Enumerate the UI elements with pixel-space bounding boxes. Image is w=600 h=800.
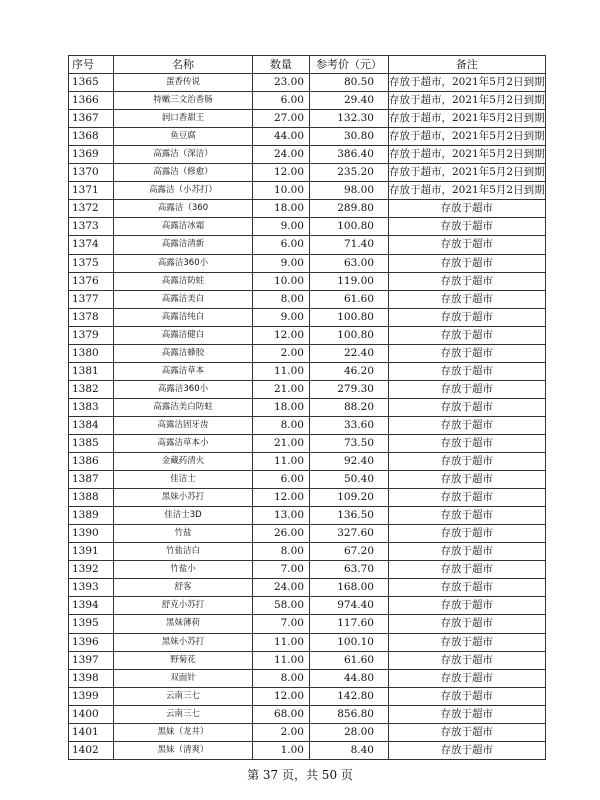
cell-seq: 1389 — [69, 507, 114, 525]
table-row — [69, 254, 546, 272]
cell-name: 高露洁纯白 — [114, 308, 253, 326]
cell-name: 双面针 — [114, 669, 253, 687]
cell-price: 100.80 — [310, 308, 389, 326]
table-row — [69, 398, 546, 416]
cell-note: 存放于超市，2021年5月2日到期 — [389, 164, 546, 182]
cell-name: 高露洁（360 — [114, 200, 253, 218]
cell-note: 存放于超市 — [389, 741, 546, 759]
cell-seq: 1372 — [69, 200, 114, 218]
cell-name: 鱼豆腐 — [114, 128, 253, 146]
cell-quantity: 6.00 — [253, 471, 310, 489]
cell-name: 高露洁（小苏打） — [114, 182, 253, 200]
cell-note: 存放于超市 — [389, 561, 546, 579]
cell-note: 存放于超市 — [389, 669, 546, 687]
cell-note: 存放于超市，2021年5月2日到期 — [389, 74, 546, 92]
cell-quantity: 24.00 — [253, 146, 310, 164]
table-row — [69, 74, 546, 92]
cell-seq: 1385 — [69, 434, 114, 452]
cell-seq: 1387 — [69, 471, 114, 489]
cell-name: 竹盐 — [114, 525, 253, 543]
cell-seq: 1397 — [69, 651, 114, 669]
table-row — [69, 128, 546, 146]
cell-quantity: 6.00 — [253, 236, 310, 254]
cell-quantity: 21.00 — [253, 380, 310, 398]
cell-name: 高露洁美白 — [114, 290, 253, 308]
cell-seq: 1391 — [69, 543, 114, 561]
cell-name: 黑妹小苏打 — [114, 489, 253, 507]
cell-quantity: 58.00 — [253, 597, 310, 615]
cell-name: 佳洁士3D — [114, 507, 253, 525]
table-row — [69, 525, 546, 543]
cell-price: 50.40 — [310, 471, 389, 489]
cell-quantity: 9.00 — [253, 218, 310, 236]
cell-price: 63.70 — [310, 561, 389, 579]
cell-price: 98.00 — [310, 182, 389, 200]
cell-seq: 1401 — [69, 723, 114, 741]
cell-quantity: 24.00 — [253, 579, 310, 597]
cell-seq: 1376 — [69, 272, 114, 290]
inventory-table-container — [68, 55, 546, 760]
table-row — [69, 218, 546, 236]
cell-price: 73.50 — [310, 434, 389, 452]
table-row — [69, 164, 546, 182]
cell-quantity: 9.00 — [253, 254, 310, 272]
cell-price: 44.80 — [310, 669, 389, 687]
table-row — [69, 687, 546, 705]
cell-seq: 1378 — [69, 308, 114, 326]
cell-note: 存放于超市 — [389, 326, 546, 344]
cell-name: 高露洁美白防蛀 — [114, 398, 253, 416]
cell-quantity: 10.00 — [253, 182, 310, 200]
cell-quantity: 26.00 — [253, 525, 310, 543]
cell-quantity: 7.00 — [253, 615, 310, 633]
table-row — [69, 453, 546, 471]
cell-name: 高露洁360小 — [114, 380, 253, 398]
cell-seq: 1382 — [69, 380, 114, 398]
cell-note: 存放于超市 — [389, 471, 546, 489]
cell-price: 136.50 — [310, 507, 389, 525]
cell-quantity: 13.00 — [253, 507, 310, 525]
cell-name: 云南三七 — [114, 687, 253, 705]
cell-price: 235.20 — [310, 164, 389, 182]
cell-price: 279.30 — [310, 380, 389, 398]
cell-price: 61.60 — [310, 290, 389, 308]
cell-quantity: 12.00 — [253, 489, 310, 507]
cell-name: 黑妹小苏打 — [114, 633, 253, 651]
cell-quantity: 21.00 — [253, 434, 310, 452]
cell-note: 存放于超市，2021年5月2日到期 — [389, 146, 546, 164]
cell-quantity: 11.00 — [253, 362, 310, 380]
cell-seq: 1394 — [69, 597, 114, 615]
cell-price: 8.40 — [310, 741, 389, 759]
cell-name: 金藏药清火 — [114, 453, 253, 471]
cell-name: 高露洁（修愈） — [114, 164, 253, 182]
cell-seq: 1377 — [69, 290, 114, 308]
cell-seq: 1371 — [69, 182, 114, 200]
cell-price: 100.10 — [310, 633, 389, 651]
cell-seq: 1366 — [69, 92, 114, 110]
cell-quantity: 8.00 — [253, 669, 310, 687]
cell-price: 119.00 — [310, 272, 389, 290]
cell-price: 46.20 — [310, 362, 389, 380]
cell-quantity: 68.00 — [253, 705, 310, 723]
cell-note: 存放于超市 — [389, 543, 546, 561]
table-row — [69, 579, 546, 597]
cell-quantity: 23.00 — [253, 74, 310, 92]
cell-quantity: 11.00 — [253, 633, 310, 651]
cell-price: 92.40 — [310, 453, 389, 471]
cell-seq: 1390 — [69, 525, 114, 543]
cell-seq: 1386 — [69, 453, 114, 471]
cell-seq: 1375 — [69, 254, 114, 272]
cell-name: 蛋香传说 — [114, 74, 253, 92]
cell-name: 高露洁360小 — [114, 254, 253, 272]
cell-note: 存放于超市 — [389, 398, 546, 416]
cell-quantity: 8.00 — [253, 543, 310, 561]
cell-price: 29.40 — [310, 92, 389, 110]
cell-seq: 1368 — [69, 128, 114, 146]
table-row — [69, 651, 546, 669]
cell-name: 高露洁健白 — [114, 326, 253, 344]
table-row — [69, 344, 546, 362]
table-row — [69, 597, 546, 615]
table-row — [69, 489, 546, 507]
cell-quantity: 7.00 — [253, 561, 310, 579]
cell-note: 存放于超市 — [389, 453, 546, 471]
cell-name: 高露洁防蛀 — [114, 272, 253, 290]
cell-quantity: 12.00 — [253, 687, 310, 705]
table-row — [69, 290, 546, 308]
table-row — [69, 326, 546, 344]
cell-quantity: 18.00 — [253, 398, 310, 416]
cell-seq: 1395 — [69, 615, 114, 633]
cell-quantity: 11.00 — [253, 453, 310, 471]
table-row — [69, 723, 546, 741]
cell-price: 30.80 — [310, 128, 389, 146]
cell-note: 存放于超市，2021年5月2日到期 — [389, 128, 546, 146]
cell-quantity: 8.00 — [253, 416, 310, 434]
cell-seq: 1398 — [69, 669, 114, 687]
cell-name: 润口香甜王 — [114, 110, 253, 128]
cell-quantity: 18.00 — [253, 200, 310, 218]
cell-seq: 1379 — [69, 326, 114, 344]
cell-seq: 1367 — [69, 110, 114, 128]
table-row — [69, 669, 546, 687]
table-row — [69, 182, 546, 200]
table-row — [69, 633, 546, 651]
cell-note: 存放于超市 — [389, 597, 546, 615]
table-row — [69, 200, 546, 218]
cell-note: 存放于超市 — [389, 254, 546, 272]
cell-seq: 1383 — [69, 398, 114, 416]
cell-seq: 1393 — [69, 579, 114, 597]
cell-quantity: 1.00 — [253, 741, 310, 759]
cell-price: 33.60 — [310, 416, 389, 434]
cell-seq: 1384 — [69, 416, 114, 434]
column-header-quantity: 数量 — [253, 56, 310, 74]
cell-note: 存放于超市 — [389, 723, 546, 741]
cell-name: 竹盐小 — [114, 561, 253, 579]
table-row — [69, 434, 546, 452]
table-header-row — [69, 56, 546, 74]
cell-seq: 1396 — [69, 633, 114, 651]
cell-note: 存放于超市 — [389, 633, 546, 651]
cell-name: 云南三七 — [114, 705, 253, 723]
cell-price: 63.00 — [310, 254, 389, 272]
cell-price: 88.20 — [310, 398, 389, 416]
cell-seq: 1381 — [69, 362, 114, 380]
cell-price: 327.60 — [310, 525, 389, 543]
cell-quantity: 2.00 — [253, 344, 310, 362]
cell-name: 野菊花 — [114, 651, 253, 669]
cell-price: 80.50 — [310, 74, 389, 92]
table-row — [69, 236, 546, 254]
cell-seq: 1388 — [69, 489, 114, 507]
cell-note: 存放于超市 — [389, 705, 546, 723]
cell-quantity: 12.00 — [253, 326, 310, 344]
cell-quantity: 11.00 — [253, 651, 310, 669]
cell-price: 142.80 — [310, 687, 389, 705]
cell-price: 61.60 — [310, 651, 389, 669]
cell-seq: 1374 — [69, 236, 114, 254]
cell-name: 高露洁清新 — [114, 236, 253, 254]
cell-quantity: 44.00 — [253, 128, 310, 146]
cell-note: 存放于超市 — [389, 308, 546, 326]
cell-name: 特嫩三文治香肠 — [114, 92, 253, 110]
cell-note: 存放于超市 — [389, 525, 546, 543]
cell-quantity: 2.00 — [253, 723, 310, 741]
cell-note: 存放于超市 — [389, 218, 546, 236]
table-row — [69, 507, 546, 525]
table-row — [69, 92, 546, 110]
cell-quantity: 10.00 — [253, 272, 310, 290]
cell-quantity: 9.00 — [253, 308, 310, 326]
table-row — [69, 471, 546, 489]
cell-seq: 1369 — [69, 146, 114, 164]
column-header-name: 名称 — [114, 56, 253, 74]
cell-price: 132.30 — [310, 110, 389, 128]
cell-price: 28.00 — [310, 723, 389, 741]
cell-name: 高露洁（深洁） — [114, 146, 253, 164]
cell-seq: 1380 — [69, 344, 114, 362]
table-row — [69, 272, 546, 290]
table-body — [69, 74, 546, 760]
cell-seq: 1370 — [69, 164, 114, 182]
cell-note: 存放于超市 — [389, 380, 546, 398]
cell-note: 存放于超市 — [389, 651, 546, 669]
cell-name: 舒克小苏打 — [114, 597, 253, 615]
cell-seq: 1365 — [69, 74, 114, 92]
table-row — [69, 741, 546, 759]
cell-quantity: 27.00 — [253, 110, 310, 128]
cell-price: 289.80 — [310, 200, 389, 218]
table-row — [69, 705, 546, 723]
cell-note: 存放于超市 — [389, 344, 546, 362]
cell-name: 高露洁固牙齿 — [114, 416, 253, 434]
cell-price: 109.20 — [310, 489, 389, 507]
table-row — [69, 380, 546, 398]
cell-note: 存放于超市，2021年5月2日到期 — [389, 110, 546, 128]
cell-note: 存放于超市，2021年5月2日到期 — [389, 92, 546, 110]
cell-name: 佳洁士 — [114, 471, 253, 489]
cell-name: 舒客 — [114, 579, 253, 597]
cell-price: 117.60 — [310, 615, 389, 633]
cell-note: 存放于超市 — [389, 507, 546, 525]
cell-price: 22.40 — [310, 344, 389, 362]
table-row — [69, 362, 546, 380]
column-header-seq: 序号 — [69, 56, 114, 74]
column-header-price: 参考价（元） — [310, 56, 389, 74]
cell-price: 67.20 — [310, 543, 389, 561]
cell-name: 高露洁草本小 — [114, 434, 253, 452]
cell-quantity: 8.00 — [253, 290, 310, 308]
inventory-table — [68, 55, 546, 760]
cell-seq: 1399 — [69, 687, 114, 705]
table-row — [69, 110, 546, 128]
cell-seq: 1392 — [69, 561, 114, 579]
cell-price: 386.40 — [310, 146, 389, 164]
cell-note: 存放于超市 — [389, 200, 546, 218]
cell-seq: 1400 — [69, 705, 114, 723]
cell-note: 存放于超市 — [389, 489, 546, 507]
table-row — [69, 416, 546, 434]
table-row — [69, 543, 546, 561]
cell-name: 高露洁草本 — [114, 362, 253, 380]
cell-note: 存放于超市 — [389, 687, 546, 705]
table-row — [69, 561, 546, 579]
cell-note: 存放于超市 — [389, 434, 546, 452]
cell-name: 黑妹（龙井） — [114, 723, 253, 741]
page-number: 第 37 页，共 50 页 — [247, 768, 353, 782]
cell-quantity: 6.00 — [253, 92, 310, 110]
cell-name: 高露洁蜂胶 — [114, 344, 253, 362]
cell-note: 存放于超市 — [389, 615, 546, 633]
cell-price: 974.40 — [310, 597, 389, 615]
cell-name: 黑妹（清爽） — [114, 741, 253, 759]
cell-name: 黑妹薄荷 — [114, 615, 253, 633]
cell-quantity: 12.00 — [253, 164, 310, 182]
column-header-note: 备注 — [389, 56, 546, 74]
cell-note: 存放于超市 — [389, 236, 546, 254]
table-row — [69, 146, 546, 164]
cell-name: 高露洁冰霜 — [114, 218, 253, 236]
cell-note: 存放于超市 — [389, 416, 546, 434]
cell-seq: 1373 — [69, 218, 114, 236]
cell-note: 存放于超市 — [389, 272, 546, 290]
cell-name: 竹盐洁白 — [114, 543, 253, 561]
cell-price: 71.40 — [310, 236, 389, 254]
table-row — [69, 308, 546, 326]
cell-price: 100.80 — [310, 326, 389, 344]
cell-note: 存放于超市 — [389, 362, 546, 380]
cell-note: 存放于超市 — [389, 579, 546, 597]
table-row — [69, 615, 546, 633]
cell-seq: 1402 — [69, 741, 114, 759]
cell-note: 存放于超市 — [389, 290, 546, 308]
cell-note: 存放于超市，2021年5月2日到期 — [389, 182, 546, 200]
cell-price: 168.00 — [310, 579, 389, 597]
cell-price: 856.80 — [310, 705, 389, 723]
cell-price: 100.80 — [310, 218, 389, 236]
